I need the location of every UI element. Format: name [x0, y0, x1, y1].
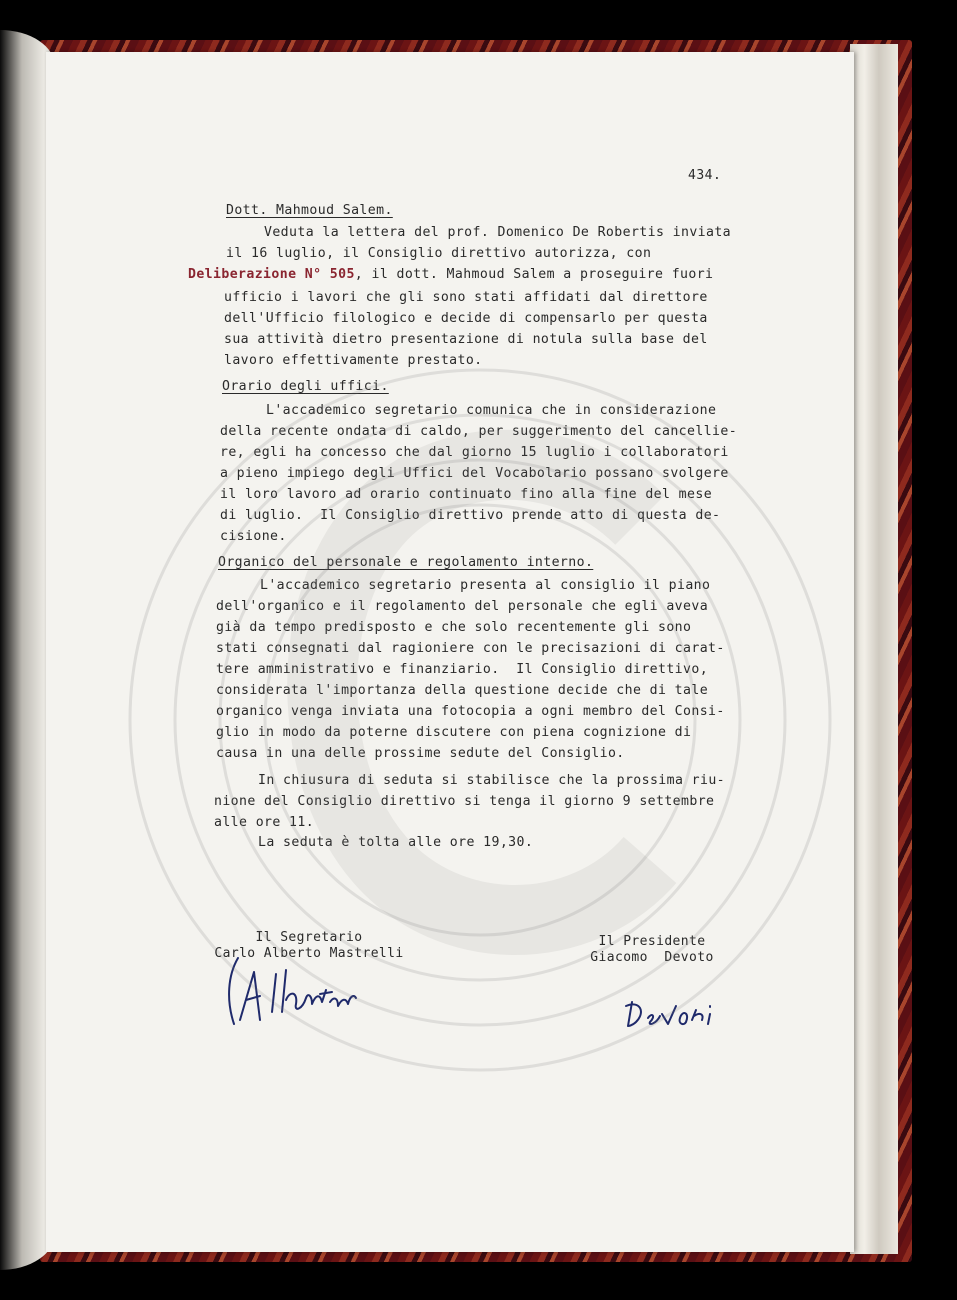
president-role: Il Presidente	[598, 934, 706, 949]
page-number: 434.	[688, 168, 722, 183]
section-heading-orario: Orario degli uffici.	[222, 379, 389, 394]
secretary-role: Il Segretario	[255, 930, 363, 945]
text-line: re, egli ha concesso che dal giorno 15 luglio i collaboratori	[220, 445, 729, 460]
text-line: considerata l'importanza della questione decide che di tale	[216, 683, 709, 698]
president-block	[582, 934, 722, 966]
text-line: alle ore 11.	[214, 815, 315, 830]
text-line: organico venga inviata una fotocopia a ogni membro del Consi-	[216, 704, 725, 719]
secretary-signature-icon	[220, 950, 370, 1030]
text-line: nione del Consiglio direttivo si tenga il giorno 9 settembre	[214, 794, 715, 809]
president-signature-icon	[622, 990, 732, 1040]
text-line: Veduta la lettera del prof. Domenico De Robertis inviata	[264, 225, 732, 240]
section-heading-organico: Organico del personale e regolamento interno.	[218, 555, 594, 570]
text-line: L'accademico segretario comunica che in considerazione	[266, 403, 717, 418]
text-line: glio in modo da poterne discutere con piena cognizione di	[216, 725, 692, 740]
page-edges	[850, 44, 898, 1254]
text-segment: , il dott. Mahmoud Salem a proseguire fuori	[354, 267, 714, 282]
text-line: cisione.	[220, 529, 287, 544]
section-heading-salem: Dott. Mahmoud Salem.	[226, 203, 393, 218]
text-line: tere amministrativo e finanziario. Il Consiglio direttivo,	[216, 662, 709, 677]
text-line: stati consegnati dal ragioniere con le precisazioni di carat-	[216, 641, 725, 656]
text-line: il 16 luglio, il Consiglio direttivo autorizza, con	[226, 246, 652, 261]
text-line: il loro lavoro ad orario continuato fino alla fine del mese	[220, 487, 713, 502]
text-line: di luglio. Il Consiglio direttivo prende atto di questa de-	[220, 508, 721, 523]
text-line: L'accademico segretario presenta al consiglio il piano	[260, 578, 711, 593]
text-line: dell'organico e il regolamento del personale che egli aveva	[216, 599, 709, 614]
president-name: Giacomo Devoto	[590, 950, 714, 965]
text-line: a pieno impiego degli Uffici del Vocabolario possano svolgere	[220, 466, 729, 481]
deliberation-line	[188, 264, 713, 285]
text-line: lavoro effettivamente prestato.	[224, 353, 483, 368]
text-line: già da tempo predisposto e che solo recentemente gli sono	[216, 620, 692, 635]
secretary-name: Carlo Alberto Mastrelli	[214, 946, 404, 961]
deliberation-stamp: Deliberazione N° 505	[188, 267, 355, 282]
text-line: dell'Ufficio filologico e decide di compensarlo per questa	[224, 311, 708, 326]
text-line: della recente ondata di caldo, per suggerimento del cancellie-	[220, 424, 738, 439]
text-line: In chiusura di seduta si stabilisce che la prossima riu-	[258, 773, 726, 788]
text-line: sua attività dietro presentazione di notula sulla base del	[224, 332, 708, 347]
text-line: ufficio i lavori che gli sono stati affidati dal direttore	[224, 290, 708, 305]
text-line: causa in una delle prossime sedute del Consiglio.	[216, 746, 625, 761]
closing-line: La seduta è tolta alle ore 19,30.	[258, 835, 534, 850]
